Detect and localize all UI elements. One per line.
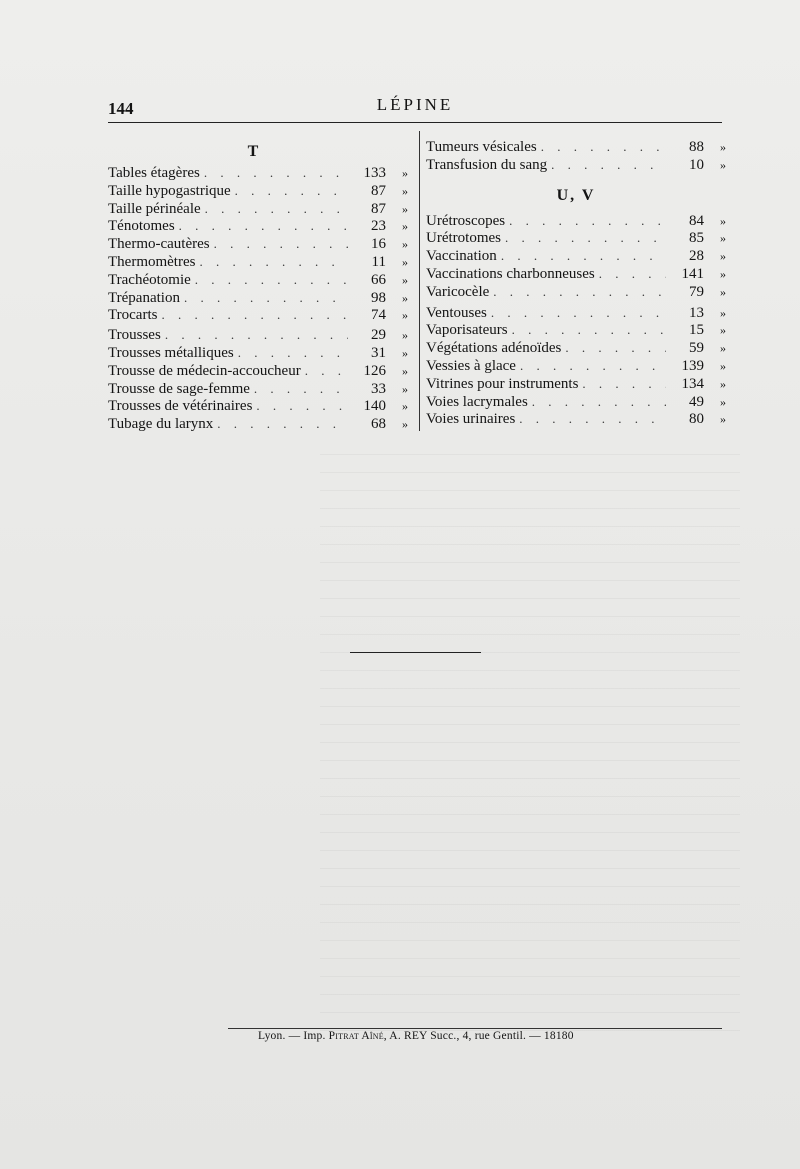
entry-label: Varicocèle bbox=[426, 283, 490, 300]
entry-page: 133 bbox=[363, 165, 386, 181]
entry-ditto: » bbox=[402, 345, 408, 360]
entry-page: 29 bbox=[371, 327, 386, 344]
index-entry bbox=[108, 217, 408, 235]
index-entry bbox=[426, 357, 726, 375]
entry-ditto: » bbox=[402, 272, 408, 287]
entry-page: 140 bbox=[363, 398, 386, 415]
header-rule bbox=[108, 122, 722, 123]
dot-leader bbox=[509, 212, 666, 230]
index-column-right bbox=[426, 138, 726, 428]
dot-leader bbox=[238, 344, 348, 362]
entry-ditto: » bbox=[402, 290, 408, 305]
index-entry bbox=[108, 415, 408, 433]
running-title: LÉPINE bbox=[376, 95, 454, 114]
entry-ditto: » bbox=[402, 363, 408, 378]
dot-leader bbox=[532, 393, 666, 411]
entry-label: Tables étagères bbox=[108, 165, 200, 181]
entry-ditto: » bbox=[402, 183, 408, 198]
index-entry bbox=[426, 375, 726, 393]
index-entry bbox=[426, 138, 726, 156]
entry-ditto: » bbox=[720, 284, 726, 299]
index-entry bbox=[108, 271, 408, 289]
entry-label: Trousses de vétérinaires bbox=[108, 398, 253, 415]
entry-page: 11 bbox=[371, 253, 386, 270]
entry-ditto: » bbox=[720, 140, 726, 154]
entry-page: 23 bbox=[371, 218, 386, 235]
page-header bbox=[108, 95, 722, 121]
entry-ditto: » bbox=[402, 399, 408, 414]
entry-label: Trachéotomie bbox=[108, 271, 191, 288]
entry-ditto: » bbox=[720, 231, 726, 246]
entry-label: Taille périnéale bbox=[108, 200, 201, 217]
dot-leader bbox=[599, 265, 666, 283]
dot-leader bbox=[165, 326, 348, 344]
dot-leader bbox=[565, 339, 666, 357]
dot-leader bbox=[179, 217, 348, 235]
index-entry bbox=[108, 200, 408, 218]
index-entry bbox=[426, 339, 726, 357]
dot-leader bbox=[161, 306, 348, 324]
end-rule bbox=[350, 652, 481, 653]
section-heading-t: T bbox=[247, 143, 261, 160]
entry-label: Voies urinaires bbox=[426, 411, 516, 428]
entry-label: Transfusion du sang bbox=[426, 156, 548, 173]
index-entry bbox=[108, 182, 408, 200]
entry-label: Taille hypogastrique bbox=[108, 182, 231, 199]
entry-page: 66 bbox=[371, 271, 386, 288]
dot-leader bbox=[217, 415, 348, 433]
entry-page: 33 bbox=[371, 380, 386, 397]
entry-label: Vessies à glace bbox=[426, 357, 516, 374]
dot-leader bbox=[199, 253, 348, 271]
entry-label: Végétations adénoïdes bbox=[426, 340, 562, 357]
index-entry bbox=[108, 235, 408, 253]
entry-page: 15 bbox=[689, 322, 704, 339]
entry-page: 87 bbox=[371, 200, 386, 217]
entry-ditto: » bbox=[402, 328, 408, 343]
entry-page: 49 bbox=[689, 393, 704, 410]
entry-label: Trousse de médecin-accoucheur bbox=[108, 362, 301, 379]
index-entry bbox=[426, 283, 726, 301]
entry-label: Vaporisateurs bbox=[426, 322, 508, 339]
entry-ditto: » bbox=[720, 249, 726, 264]
imprint-middle: , A. REY Succ., 4, rue Gentil. — 18180 bbox=[383, 1030, 574, 1042]
dot-leader bbox=[195, 271, 348, 289]
index-entry bbox=[426, 212, 726, 230]
entry-label: Tubage du larynx bbox=[108, 416, 214, 433]
entry-page: 126 bbox=[363, 362, 386, 379]
dot-leader bbox=[501, 247, 666, 265]
entry-ditto: » bbox=[402, 381, 408, 396]
entry-page: 16 bbox=[371, 236, 386, 253]
entry-page: 85 bbox=[689, 230, 704, 247]
entry-page: 98 bbox=[371, 289, 386, 306]
dot-leader bbox=[184, 289, 348, 307]
entry-label: Ventouses bbox=[426, 304, 487, 321]
index-entry bbox=[426, 265, 726, 283]
entry-page: 74 bbox=[371, 307, 386, 324]
index-entry bbox=[108, 306, 408, 324]
index-entry bbox=[108, 164, 408, 182]
entry-ditto: » bbox=[402, 254, 408, 269]
entry-ditto: » bbox=[720, 358, 726, 373]
imprint-printer: Pitrat Aîné bbox=[328, 1030, 384, 1042]
entry-ditto: » bbox=[720, 412, 726, 427]
printer-imprint bbox=[258, 1030, 574, 1042]
entry-ditto: » bbox=[720, 157, 726, 172]
column-divider bbox=[419, 131, 420, 431]
dot-leader bbox=[551, 156, 666, 174]
entry-label: Thermomètres bbox=[108, 253, 196, 270]
entry-page: 68 bbox=[371, 416, 386, 433]
entry-ditto: » bbox=[720, 394, 726, 409]
dot-leader bbox=[505, 229, 666, 247]
index-entry bbox=[108, 380, 408, 398]
entry-ditto: » bbox=[720, 213, 726, 228]
dot-leader bbox=[493, 283, 666, 301]
index-entry bbox=[108, 326, 408, 344]
index-entry bbox=[108, 253, 408, 271]
dot-leader bbox=[541, 138, 666, 156]
entry-page: 10 bbox=[689, 156, 704, 173]
entry-ditto: » bbox=[402, 308, 408, 323]
entry-page: 87 bbox=[371, 182, 386, 199]
index-entry bbox=[426, 247, 726, 265]
entry-ditto: » bbox=[402, 219, 408, 234]
entry-label: Trocarts bbox=[108, 307, 158, 324]
entry-ditto: » bbox=[720, 305, 726, 320]
entry-label: Trousses métalliques bbox=[108, 344, 234, 361]
entry-page: 84 bbox=[689, 212, 704, 229]
entry-label: Tumeurs vésicales bbox=[426, 139, 537, 155]
show-through-texture bbox=[320, 440, 740, 1040]
entry-page: 80 bbox=[689, 411, 704, 428]
entry-label: Thermo-cautères bbox=[108, 236, 210, 253]
dot-leader bbox=[491, 304, 666, 322]
dot-leader bbox=[512, 321, 666, 339]
entry-label: Vaccinations charbonneuses bbox=[426, 265, 595, 282]
entry-label: Ténotomes bbox=[108, 218, 175, 235]
dot-leader bbox=[305, 362, 348, 380]
index-entry bbox=[108, 289, 408, 307]
entry-ditto: » bbox=[720, 266, 726, 281]
section-heading-uv: U, V bbox=[556, 186, 596, 204]
entry-label: Trousses bbox=[108, 327, 161, 344]
entry-label: Vitrines pour instruments bbox=[426, 375, 579, 392]
entry-page: 28 bbox=[689, 248, 704, 265]
entry-page: 88 bbox=[689, 139, 704, 155]
dot-leader bbox=[256, 397, 348, 415]
entry-page: 139 bbox=[681, 357, 704, 374]
entry-label: Vaccination bbox=[426, 248, 497, 265]
entry-page: 31 bbox=[371, 344, 386, 361]
dot-leader bbox=[204, 164, 348, 182]
entry-page: 13 bbox=[689, 304, 704, 321]
entry-page: 134 bbox=[681, 375, 704, 392]
index-entry bbox=[108, 362, 408, 380]
page-number: 144 bbox=[108, 99, 134, 118]
index-entry bbox=[108, 397, 408, 415]
entry-ditto: » bbox=[402, 417, 408, 432]
entry-ditto: » bbox=[720, 341, 726, 356]
dot-leader bbox=[520, 357, 666, 375]
entry-label: Urétrotomes bbox=[426, 230, 501, 247]
entry-ditto: » bbox=[402, 201, 408, 216]
dot-leader bbox=[254, 380, 348, 398]
footer-rule bbox=[228, 1028, 722, 1029]
entry-label: Trousse de sage-femme bbox=[108, 380, 250, 397]
index-entry bbox=[426, 229, 726, 247]
entry-ditto: » bbox=[720, 376, 726, 391]
entry-label: Urétroscopes bbox=[426, 212, 506, 229]
entry-ditto: » bbox=[402, 166, 408, 180]
index-column-left bbox=[108, 140, 408, 433]
index-entry bbox=[426, 393, 726, 411]
index-entry bbox=[426, 156, 726, 174]
entry-ditto: » bbox=[402, 237, 408, 252]
index-entry bbox=[108, 344, 408, 362]
entry-label: Trépanation bbox=[108, 289, 180, 306]
dot-leader bbox=[582, 375, 666, 393]
dot-leader bbox=[235, 182, 348, 200]
entry-page: 59 bbox=[689, 340, 704, 357]
index-entry bbox=[426, 410, 726, 428]
entry-page: 141 bbox=[681, 265, 704, 282]
dot-leader bbox=[205, 200, 348, 218]
imprint-prefix: Lyon. — Imp. bbox=[258, 1030, 326, 1042]
dot-leader bbox=[214, 235, 348, 253]
index-entry bbox=[426, 304, 726, 322]
entry-page: 79 bbox=[689, 283, 704, 300]
entry-ditto: » bbox=[720, 323, 726, 338]
index-entry bbox=[426, 321, 726, 339]
entry-label: Voies lacrymales bbox=[426, 393, 528, 410]
dot-leader bbox=[519, 410, 666, 428]
